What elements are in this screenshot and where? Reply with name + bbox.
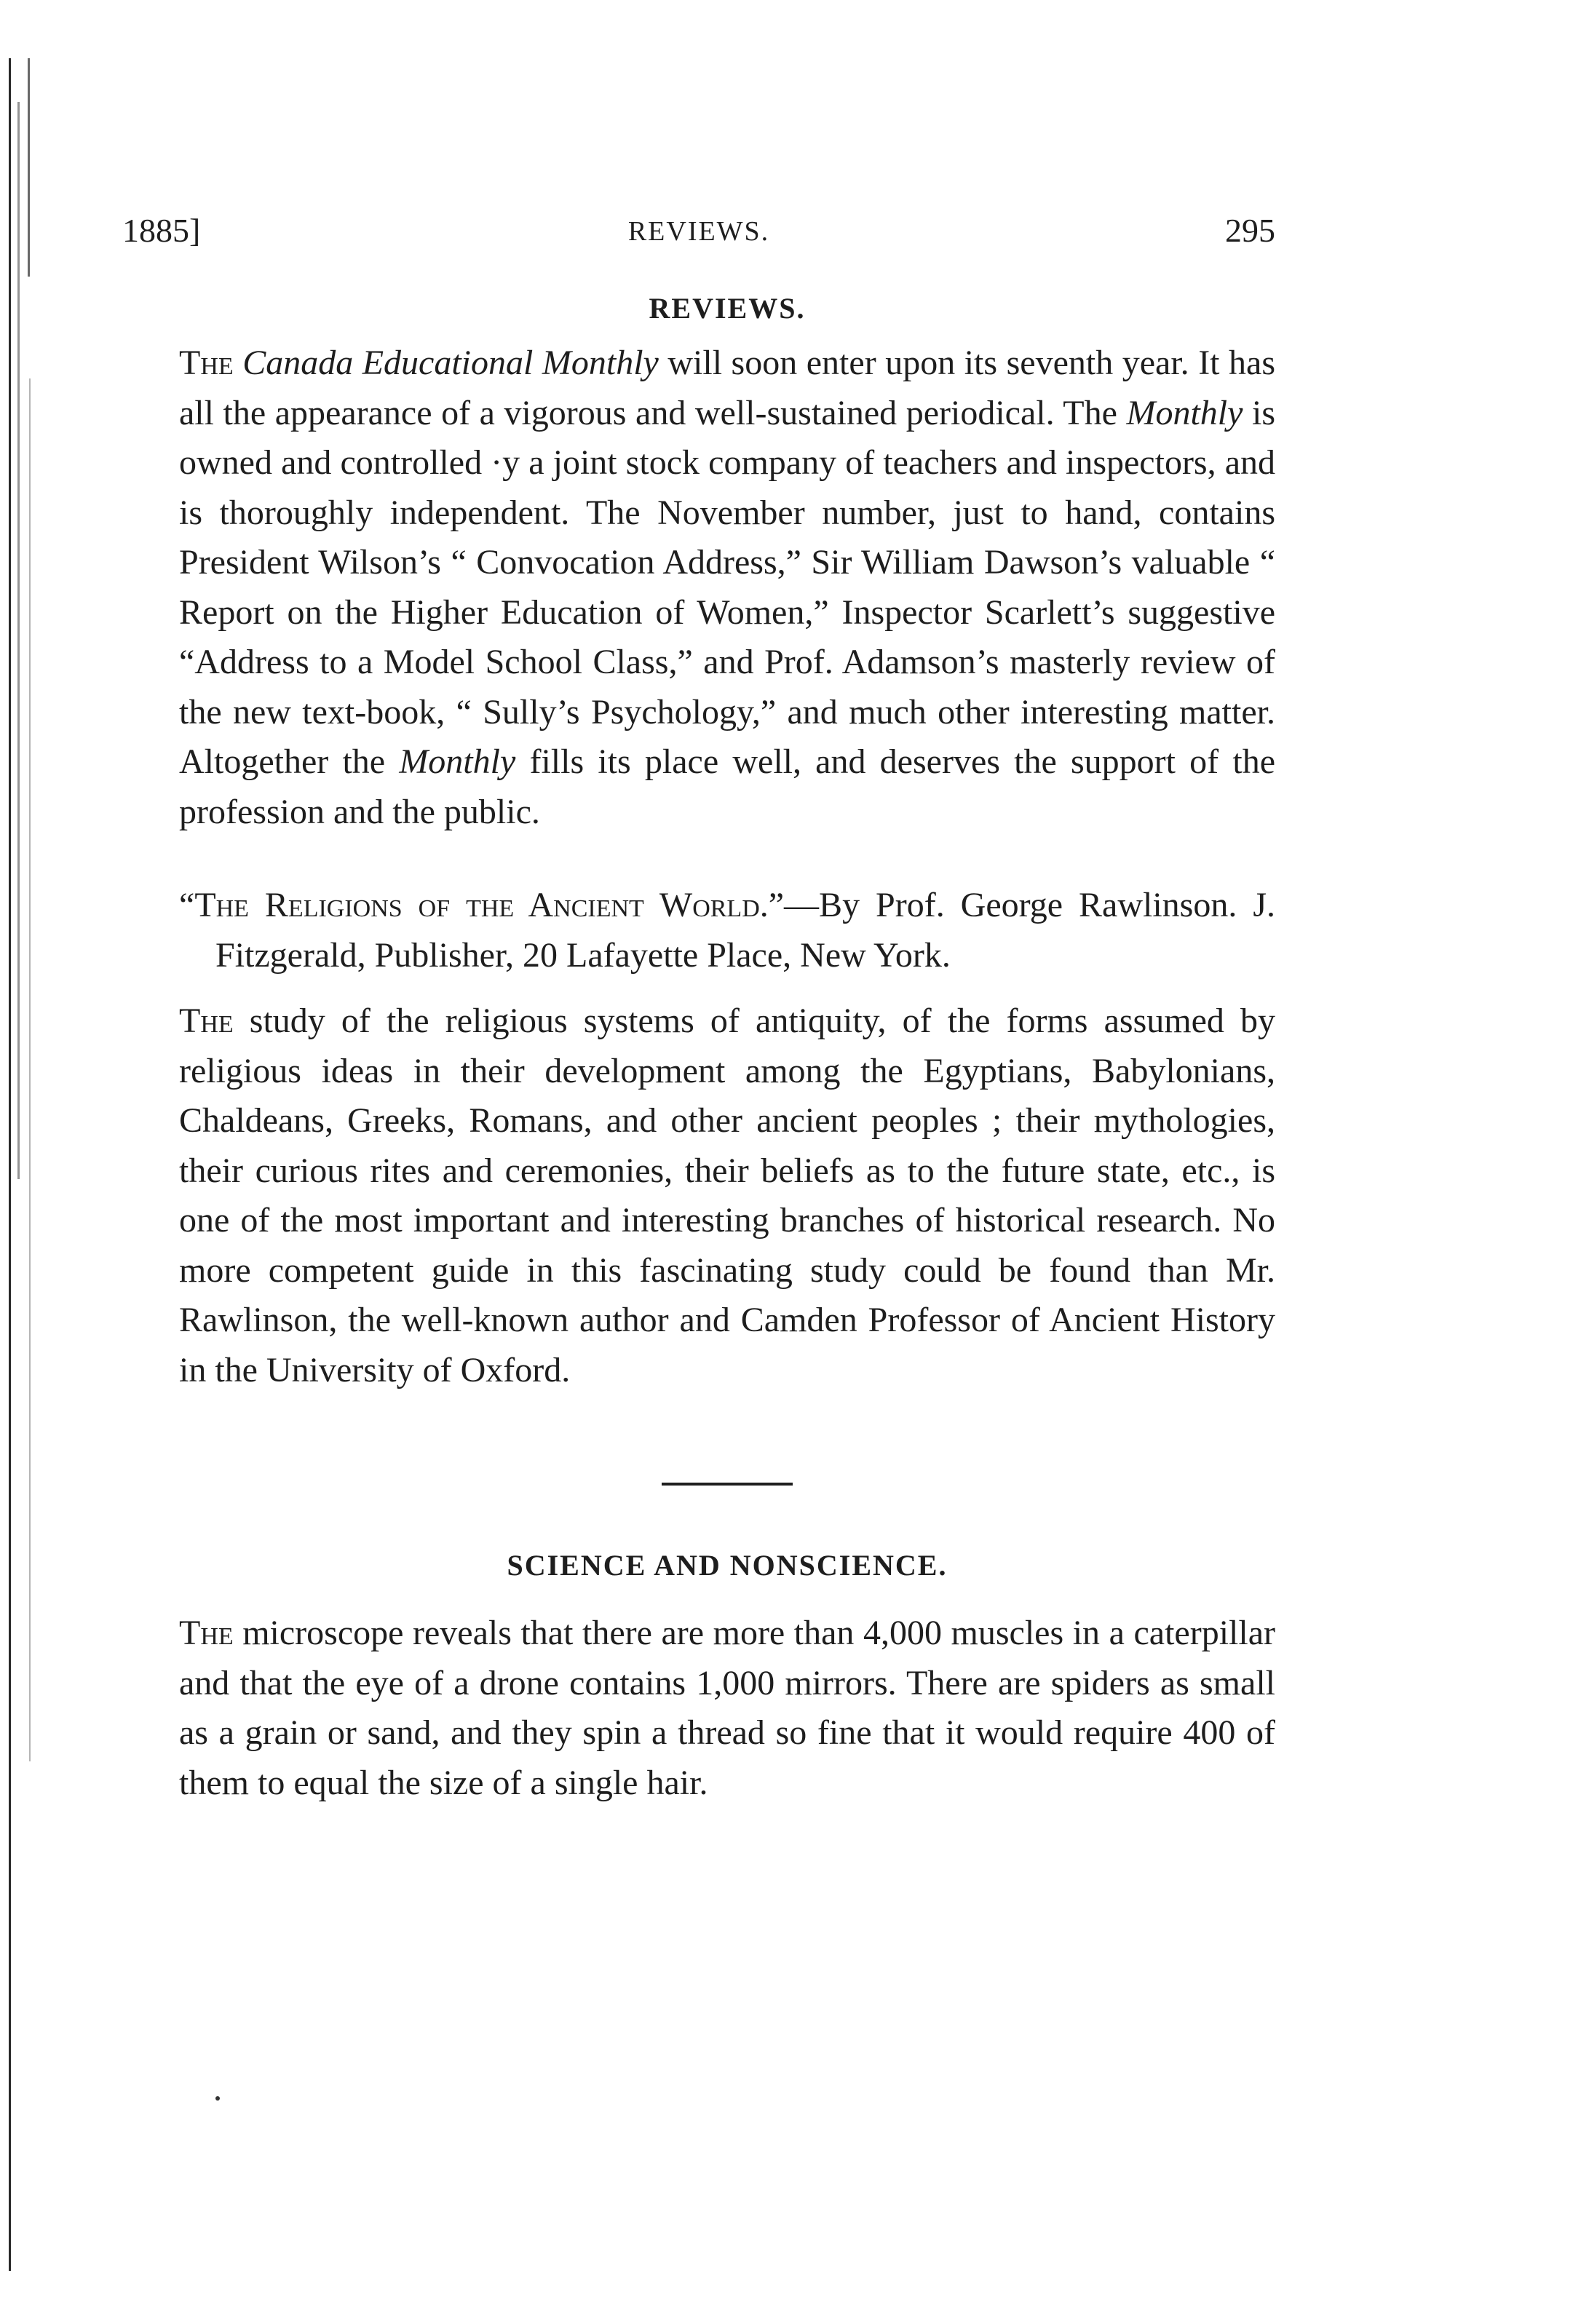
- paragraph-text: study of the religious systems of antiquity, of the forms assumed by religious ideas in their development among the Egyptians, Babylonians, Chaldeans, Greeks, Romans, and other ancient peoples ; their mythologies, their curious rites and ceremonies, their beliefs as to the future state, etc., is one of the most important and interesting branches of historical research. No more competent guide in this fascinating study could be found than Mr. Rawlinson, the well-known author and Camden Professor of Ancient History in the University of Oxford.: [179, 1002, 1275, 1389]
- periodical-title: Monthly: [399, 742, 516, 781]
- stray-mark: [215, 2096, 220, 2101]
- paragraph-text: is owned and controlled ·y a joint stock company of teachers and inspectors, and is thoroughly independent. The November number, just to hand, contains President Wilson’s “ Convocation Address,” Sir William Dawson’s valuable “ Report on the Higher Education of Women,” Inspector Scarlett’s suggestive “Address to a Model School Class,” and Prof. Adamson’s masterly review of the new text-book, “ Sully’s Psychology,” and much other interesting matter. Altogether the: [179, 393, 1276, 781]
- periodical-title: Canada Educational Monthly: [242, 344, 659, 382]
- scan-edge-line: [28, 58, 30, 277]
- running-head: REVIEWS.: [627, 216, 770, 247]
- section-heading-science: SCIENCE AND NONSCIENCE.: [507, 1549, 948, 1582]
- page-number: 295: [1225, 212, 1275, 249]
- review-paragraph-monthly: [179, 338, 1275, 837]
- science-paragraph: [179, 1609, 1275, 1808]
- section-divider: [662, 1483, 793, 1486]
- periodical-title: Monthly: [1126, 393, 1243, 432]
- lead-word: The: [179, 1614, 234, 1652]
- section-heading-reviews: REVIEWS.: [649, 292, 806, 325]
- quote-mark: “: [179, 886, 195, 924]
- header-year: 1885]: [122, 212, 201, 249]
- page-body: [179, 291, 1275, 1808]
- lead-word: The: [179, 1002, 234, 1040]
- scan-edge-line: [17, 102, 20, 1179]
- paragraph-text: will soon enter upon its seventh year. It has all the appearance of a vigorous and well-sustained periodical. The: [179, 344, 1276, 432]
- book-entry: [179, 881, 1275, 980]
- lead-word: The: [179, 344, 234, 382]
- review-paragraph-religions: [179, 996, 1275, 1395]
- book-title: The Religions of the Ancient World.: [194, 886, 769, 924]
- page-header: [122, 211, 1275, 262]
- scan-edge-line: [9, 58, 11, 2271]
- paragraph-text: fills its place well, and deserves the support of the profession and the public.: [179, 742, 1276, 831]
- scan-edge-line: [29, 378, 31, 1761]
- paragraph-text: microscope reveals that there are more than 4,000 muscles in a caterpillar and that the eye of a drone contains 1,000 mirrors. There are spiders as small as a grain or sand, and they spin a thread so fine that it would require 400 of them to equal the size of a single hair.: [179, 1614, 1275, 1802]
- book-details: ”—By Prof. George Rawlinson. J. Fitzgerald, Publisher, 20 Lafayette Place, New York.: [215, 886, 1275, 975]
